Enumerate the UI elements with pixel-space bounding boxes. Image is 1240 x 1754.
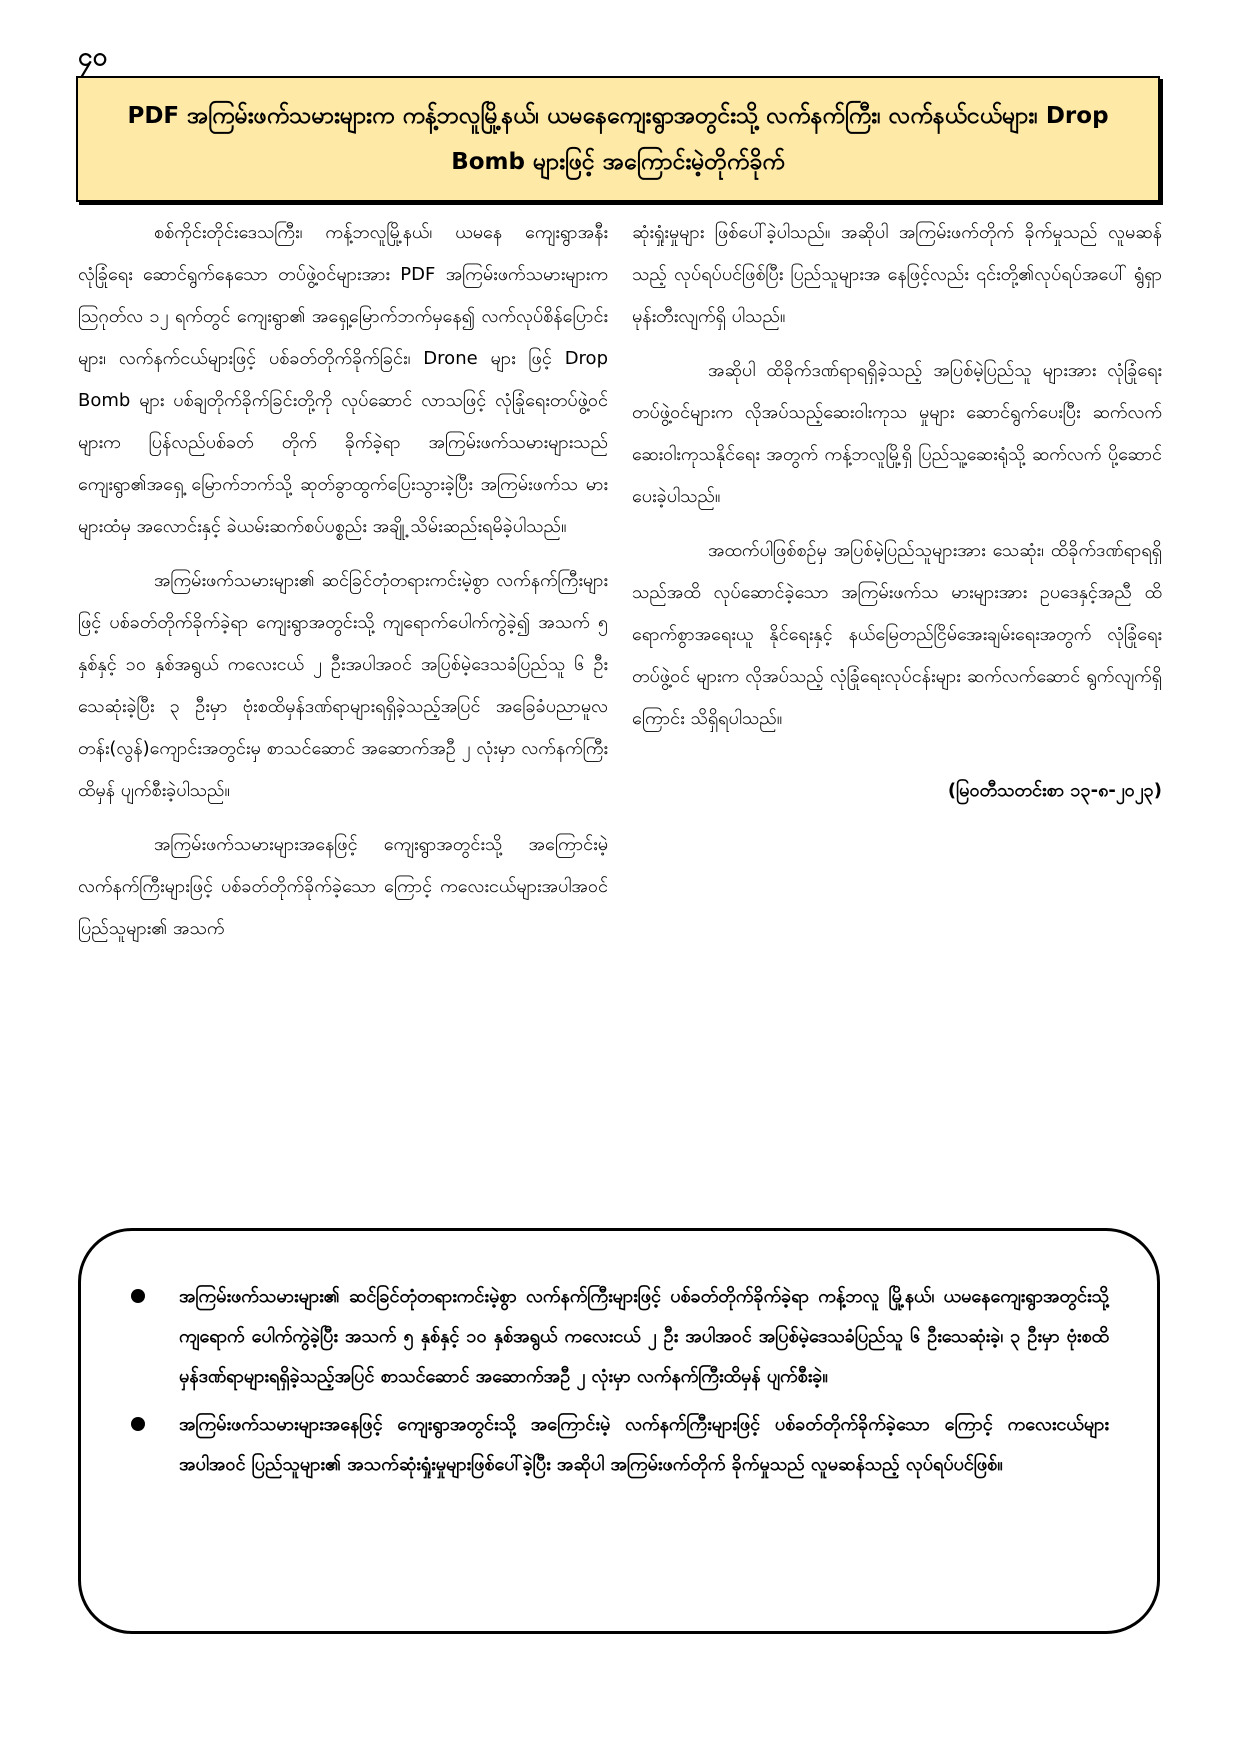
headline-box — [76, 76, 1160, 202]
summary-item — [129, 1277, 1109, 1397]
article-paragraph: အထက်ပါဖြစ်စဉ်မှ အပြစ်မဲ့ပြည်သူများအား သေဆုံး၊ ထိခိုက်ဒဏ်ရာရရှိသည်အထိ လုပ်ဆောင်ခဲ့သော အကြမ်းဖက်သ မားများအား ဥပဒေနှင့်အညီ ထိရောက်စွာအရေးယူ နိုင်ရေးနှင့် နယ်မြေတည်ငြိမ်အေးချမ်းရေးအတွက် လုံခြုံရေးတပ်ဖွဲ့ဝင် များက လိုအပ်သည့် လုံခြုံရေးလုပ်ငန်းများ ဆက်လက်ဆောင် ရွက်လျက်ရှိကြောင်း သိရှိရပါသည်။ — [632, 540, 1162, 729]
source-citation: (မြဝတီသတင်းစာ ၁၃-၈-၂၀၂၃) — [947, 780, 1162, 801]
bullet-icon — [131, 1417, 145, 1431]
article-paragraph: စစ်ကိုင်းတိုင်းဒေသကြီး၊ ကန့်ဘလူမြို့နယ်၊ ယမနေ ကျေးရွာအနီး လုံခြုံရေး ဆောင်ရွက်နေသော တပ်ဖွဲ့ဝင်များအား PDF အကြမ်းဖက်သမားများက ဩဂုတ်လ ၁၂ ရက်တွင် ကျေးရွာ၏ အရှေ့မြောက်ဘက်မှနေ၍ လက်လုပ်စိန်ပြောင်း များ၊ လက်နက်ငယ်များဖြင့် ပစ်ခတ်တိုက်ခိုက်ခြင်း၊ Drone များ ဖြင့် Drop Bomb များ ပစ်ချတိုက်ခိုက်ခြင်းတို့ကို လုပ်ဆောင် လာသဖြင့် လုံခြုံရေးတပ်ဖွဲ့ဝင်များက ပြန်လည်ပစ်ခတ် တိုက် ခိုက်ခဲ့ရာ အကြမ်းဖက်သမားများသည် ကျေးရွာ၏အရှေ့ မြောက်ဘက်သို့ ဆုတ်ခွာထွက်ပြေးသွားခဲ့ပြီး အကြမ်းဖက်သ မားများထံမှ အလောင်းနှင့် ခဲယမ်းဆက်စပ်ပစ္စည်း အချို့ သိမ်းဆည်းရမိခဲ့ပါသည်။ — [78, 222, 608, 537]
article-column-left — [78, 212, 608, 1202]
summary-text: အကြမ်းဖက်သမားများအနေဖြင့် ကျေးရွာအတွင်းသို့ အကြောင်းမဲ့ လက်နက်ကြီးများဖြင့် ပစ်ခတ်တိုက်ခိုက်ခဲ့သော ကြောင့် ကလေးငယ်များအပါအဝင် ပြည်သူများ၏ အသက်ဆုံးရှုံးမှုများဖြစ်ပေါ်ခဲ့ပြီး အဆိုပါ အကြမ်းဖက်တိုက် ခိုက်မှုသည် လူမဆန်သည့် လုပ်ရပ်ပင်ဖြစ်။ — [179, 1414, 1109, 1475]
article-paragraph: အဆိုပါ ထိခိုက်ဒဏ်ရာရရှိခဲ့သည့် အပြစ်မဲ့ပြည်သူ များအား လုံခြုံရေးတပ်ဖွဲ့ဝင်များက လိုအပ်သည့်ဆေးဝါးကုသ မှုများ ဆောင်ရွက်ပေးပြီး ဆက်လက်ဆေးဝါးကုသနိုင်ရေး အတွက် ကန့်ဘလူမြို့ရှိ ပြည်သူ့ဆေးရုံသို့ ဆက်လက် ပို့ဆောင်ပေးခဲ့ပါသည်။ — [632, 360, 1162, 507]
summary-text: အကြမ်းဖက်သမားများ၏ ဆင်ခြင်တုံတရားကင်းမဲ့စွာ လက်နက်ကြီးများဖြင့် ပစ်ခတ်တိုက်ခိုက်ခဲ့ရာ ကန့်ဘလူ မြို့နယ်၊ ယမနေကျေးရွာအတွင်းသို့ကျရောက် ပေါက်ကွဲခဲ့ပြီး အသက် ၅ နှစ်နှင့် ၁၀ နှစ်အရွယ် ကလေးငယ် ၂ ဦး အပါအဝင် အပြစ်မဲ့ဒေသခံပြည်သူ ၆ ဦးသေဆုံးခဲ့၊ ၃ ဦးမှာ ဗုံးစထိမှန်ဒဏ်ရာများရရှိခဲ့သည့်အပြင် စာသင်ဆောင် အဆောက်အဦ ၂ လုံးမှာ လက်နက်ကြီးထိမှန် ပျက်စီးခဲ့။ — [179, 1286, 1109, 1387]
article-paragraph: အကြမ်းဖက်သမားများအနေဖြင့် ကျေးရွာအတွင်းသို့ အကြောင်းမဲ့ လက်နက်ကြီးများဖြင့် ပစ်ခတ်တိုက်ခိုက်ခဲ့သော ကြောင့် ကလေးငယ်များအပါအဝင် ပြည်သူများ၏ အသက် — [78, 834, 608, 939]
headline: PDF အကြမ်းဖက်သမားများက ကန့်ဘလူမြို့နယ်၊ ယမနေကျေးရွာအတွင်းသို့ လက်နက်ကြီး၊ လက်နယ်ငယ်များ၊ Drop Bomb များဖြင့် အကြောင်းမဲ့တိုက်ခိုက် — [127, 103, 1109, 175]
page-number: ၄၀ — [78, 42, 108, 72]
article-paragraph: ဆုံးရှုံးမှုများ ဖြစ်ပေါ်ခဲ့ပါသည်။ အဆိုပါ အကြမ်းဖက်တိုက် ခိုက်မှုသည် လူမဆန်သည့် လုပ်ရပ်ပင်ဖြစ်ပြီး ပြည်သူများအ နေဖြင့်လည်း ၎င်းတို့၏လုပ်ရပ်အပေါ် ရွံရှာမုန်းတီးလျက်ရှိ ပါသည်။ — [632, 222, 1162, 327]
article-paragraph: အကြမ်းဖက်သမားများ၏ ဆင်ခြင်တုံတရားကင်းမဲ့စွာ လက်နက်ကြီးများဖြင့် ပစ်ခတ်တိုက်ခိုက်ခဲ့ရာ ကျေးရွာအတွင်းသို့ ကျရောက်ပေါက်ကွဲခဲ့၍ အသက် ၅ နှစ်နှင့် ၁၀ နှစ်အရွယ် ကလေးငယ် ၂ ဦးအပါအဝင် အပြစ်မဲ့ဒေသခံပြည်သူ ၆ ဦး သေဆုံးခဲ့ပြီး ၃ ဦးမှာ ဗုံးစထိမှန်ဒဏ်ရာများရရှိခဲ့သည့်အပြင် အခြေခံပညာမူလတန်း(လွန်)ကျောင်းအတွင်းမှ စာသင်ဆောင် အဆောက်အဦ ၂ လုံးမှာ လက်နက်ကြီးထိမှန် ပျက်စီးခဲ့ပါသည်။ — [78, 570, 608, 801]
bullet-icon — [131, 1289, 145, 1303]
summary-item — [129, 1405, 1109, 1485]
summary-box — [78, 1228, 1160, 1634]
article-column-right — [632, 212, 1162, 1202]
summary-list — [129, 1277, 1109, 1485]
